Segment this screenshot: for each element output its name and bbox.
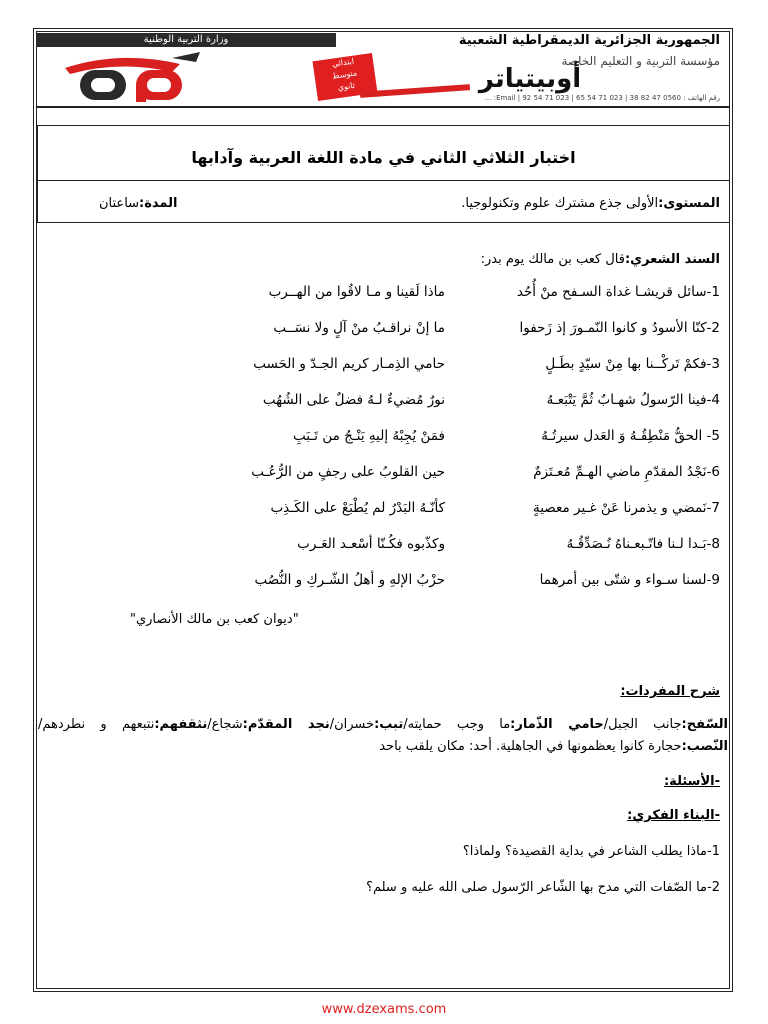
questions-section-title: -البناء الفكري: <box>627 808 720 823</box>
vocab-term: السّفح: <box>681 717 729 732</box>
verse-second-half: فمَنْ يُجِبْهُ إليهِ يَنْـجُ من تَـبَبِ <box>292 428 445 444</box>
vocab-def: خسران/ <box>329 717 375 732</box>
verse <box>40 284 730 314</box>
verse-first-half: 7-نَمضي و يذمرنا عَنْ غـير معصيةٍ <box>533 500 720 516</box>
verse <box>40 320 730 350</box>
ministry-banner: وزارة التربية الوطنية <box>36 33 336 47</box>
exam-title: اختبار الثلاثي الثاني في مادة اللغة العربية وآدابها <box>191 148 576 167</box>
vocab-def: حجارة كانوا يعظمونها في الجاهلية. أحد: مكان يلقب باحد <box>379 739 682 754</box>
verse-second-half: حامي الذِمـار كريم الجـدّ و الحَسب <box>253 356 445 372</box>
badge-line: ثانوي <box>337 80 356 93</box>
level-label: المستوى: <box>658 196 720 211</box>
duration-value: ساعتان <box>99 196 140 211</box>
badge-line: متوسط <box>331 68 358 81</box>
verse-second-half: حين القلوبُ على رجفٍ من الرُّعُـب <box>251 464 445 480</box>
exam-info-box <box>37 125 730 223</box>
intro-text: قال كعب بن مالك يوم بدر: <box>480 252 625 267</box>
verse-second-half: ما إنْ نراقـبُ منْ آلٍ ولا نسَــب <box>273 320 445 336</box>
vocab-def: جانب الجبل/ <box>603 717 682 732</box>
school-name: مؤسسة التربية و التعليم الخاصة <box>561 54 720 68</box>
verse <box>40 536 730 566</box>
footer-link[interactable]: www.dzexams.com <box>321 1002 447 1017</box>
verse-second-half: ماذا لَقينا و مـا لاقُوا من الهــرب <box>268 284 445 300</box>
verse-second-half: حزْبُ الإلهِ و أهلُ الشّـركِ و النُّصُب <box>254 572 445 588</box>
vocab-def: شجاع/ <box>207 717 243 732</box>
duration-label: المدة: <box>139 196 178 211</box>
vocab-def: ما وجب حمايته/ <box>403 717 511 732</box>
intro-label: السند الشعري: <box>624 252 720 267</box>
vocab-term: تبب: <box>374 717 404 732</box>
vocab-title: شرح المفردات: <box>620 684 720 699</box>
vocab-def: نتبعهم و نطردهم/ <box>38 717 155 732</box>
duration-line <box>99 196 177 211</box>
verse <box>40 356 730 386</box>
verse-second-half: وكذّبوه فكُـنّا أسْعـد العَـرب <box>297 536 445 552</box>
school-logo-name: أوبيتياتر <box>478 64 582 94</box>
vocab-term: النّصب: <box>681 739 728 754</box>
level-line <box>461 196 720 211</box>
vocab-term: نثقفهم: <box>154 717 208 732</box>
verse-first-half: 4-فينا الرّسولُ شهـابٌ ثُمَّ يَتْبَعـهُ <box>546 392 720 408</box>
vocab-list <box>38 714 728 758</box>
question-item: 1-ماذا يطلب الشاعر في بداية القصيدة؟ ولماذا؟ <box>462 844 720 859</box>
verse-first-half: 1-سائل قريشـا غداة السـفح منْ أُحُد <box>516 284 720 300</box>
header-divider <box>36 106 730 108</box>
verse-second-half: كأنّـهُ البَدْرُ لم يُطْبَعْ على الكَـذِب <box>270 500 445 516</box>
verse <box>40 428 730 458</box>
box-divider <box>37 180 730 181</box>
box-border <box>729 126 730 222</box>
verse-first-half: 6-نَجْدُ المقدّمِ ماضي الهـمِّ مُعـتَزمٌ <box>533 464 720 480</box>
contact-info: رقم الهاتف : 0560 47 82 38 | 023 71 54 65 | 023 71 54 92 | Email: ... <box>484 94 720 102</box>
verse <box>40 392 730 422</box>
verse-first-half: 3-فكمْ تَركْــنا بها مِنْ سيّدٍ بطَـلٍ <box>545 356 720 372</box>
badge-line: ابتدائي <box>331 56 355 69</box>
question-item: 2-ما الصّفات التي مدح بها الشّاعر الرّسول صلى الله عليه و سلم؟ <box>366 880 720 895</box>
vocab-term: حامي الذّمار: <box>510 717 604 732</box>
level-value: الأولى جذع مشترك علوم وتكنولوجيا. <box>461 196 659 211</box>
verse-first-half: 9-لسنا سـواء و شتّى بين أمرهما <box>539 572 720 588</box>
verse <box>40 572 730 602</box>
poem-source: "ديوان كعب بن مالك الأنصاري" <box>130 612 299 627</box>
questions-title: -الأسئلة: <box>663 774 720 789</box>
box-border <box>37 126 38 222</box>
verse-second-half: نورٌ مُضيءٌ لـهُ فضلٌ على الشُهُب <box>262 392 445 408</box>
verse-first-half: 2-كنّا الأسودُ و كانوا النّمـورَ إذ زَحفوا <box>519 320 720 336</box>
verse-first-half: 8-بَـدا لـنا فاتّـبعـناهُ نُـصَدِّقُـهُ <box>566 536 720 552</box>
verse-first-half: 5- الحقُّ مَنْطِقُـهُ وَ العَدل سيرتُـهُ <box>541 428 720 444</box>
header-band <box>36 33 730 51</box>
school-logo-icon <box>60 50 210 102</box>
republic-name: الجمهورية الجزائرية الديمقراطية الشعبية <box>458 33 720 48</box>
poem-intro <box>481 252 720 267</box>
vocab-term: نجد المقدّم: <box>242 717 330 732</box>
verse <box>40 464 730 494</box>
verse <box>40 500 730 530</box>
